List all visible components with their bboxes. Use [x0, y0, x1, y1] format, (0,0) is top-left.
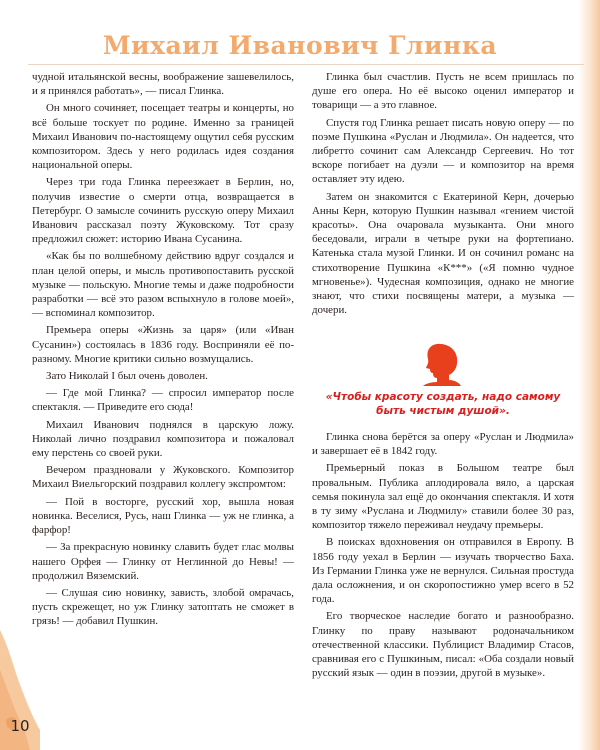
left-column	[32, 70, 294, 632]
pull-quote: «Чтобы красоту создать, надо самому быть чистым душой».	[325, 391, 561, 417]
paragraph: — Слушая сию новинку, зависть, злобой омрачась, пусть скрежещет, но уж Глинку затоптать не сможет в грязь! — добавил Пушкин.	[32, 586, 294, 628]
right-column-bottom	[312, 430, 574, 683]
paragraph: Затем он знакомится с Екатериной Керн, дочерью Анны Керн, которую Пушкин называл «гением чистой красоты». Она очаровала музыканта. Они много беседовали, играли в четыре руки на фортепиано. Катенька стала музой Глинки. И он сочинил романс на стихотворение Пушкина «К***» («Я помню чудное мгновенье»). Чудесная композиция, однако не многие знают, что стихи посвящены матери, а музыка — дочери.	[312, 190, 574, 317]
decorative-edge-right	[578, 0, 600, 750]
paragraph: Вечером праздновали у Жуковского. Композитор Михаил Виельгорский поздравил коллегу экспромтом:	[32, 464, 294, 491]
right-column-top	[312, 70, 574, 320]
profile-silhouette-icon	[423, 342, 461, 386]
page-title: Михаил Иванович Глинка	[102, 30, 498, 60]
paragraph: В поисках вдохновения он отправился в Европу. В 1856 году уехал в Берлин — изучать творчество Баха. Из Германии Глинка уже не вернулся. Сильная простуда дала осложнения, и он скоропостижно умер всего в 52 года.	[312, 536, 574, 606]
paragraph: — Где мой Глинка? — спросил император после спектакля. — Приведите его сюда!	[32, 387, 294, 414]
page-number: 10	[10, 717, 30, 735]
paragraph: Глинка снова берётся за оперу «Руслан и Людмила» и завершает её в 1842 году.	[312, 431, 574, 458]
paragraph: Через три года Глинка переезжает в Берлин, но, получив известие о смерти отца, возвращается в Петербург. О замысле сочинить русскую оперу Михаил Иванович рассказал поэту Жуковскому. Тот сразу предложил сюжет: историю Ивана Сусанина.	[32, 176, 294, 246]
paragraph: Премьерный показ в Большом театре был провальным. Публика аплодировала вяло, а царская семья покинула зал ещё до окончания спектакля. И хотя в ту зиму «Руслана и Людмилу» ставили более 30 раз, композитор тяжело переживал неудачу премьеры.	[312, 462, 574, 532]
quote-block	[312, 342, 574, 420]
paragraph: Михаил Иванович поднялся в царскую ложу. Николай лично поздравил композитора и пожаловал ему перстень со своей руки.	[32, 418, 294, 460]
paragraph: Зато Николай I был очень доволен.	[46, 370, 208, 383]
paragraph: Премьера оперы «Жизнь за царя» (или «Иван Сусанин») состоялась в 1836 году. Восприняли её по-разному. Многие критики сильно возмущались.	[32, 324, 294, 365]
paragraph: Он много сочиняет, посещает театры и концерты, но всё больше тоскует по родине. Именно за границей Михаил Иванович по-настоящему ощутил себя русским композитором. Здесь у него родилась идея создания национальной оперы.	[32, 102, 294, 172]
paragraph: — Пой в восторге, русский хор, вышла новая новинка. Веселися, Русь, наш Глинка — уж не глинка, а фарфор!	[32, 495, 294, 537]
paragraph: «Как бы по волшебному действию вдруг создался и план целой оперы, и мысль противопоставить русской музыке — польскую. Многие темы и даже подробности разработки — всё это разом вспыхнуло в голове моей», — вспоминал композитор.	[32, 250, 294, 320]
paragraph: Глинка был счастлив. Пусть не всем пришлась по душе его опера. Но её высоко оценил император и товарищи — а это главное.	[312, 71, 574, 112]
paragraph: — За прекрасную новинку славить будет глас молвы нашего Орфея — Глинку от Неглинной до Невы! — продолжил Вяземский.	[32, 541, 294, 582]
paragraph: чудной итальянской весны, воображение зашевелилось, и я принялся работать», — писал Глинка.	[32, 71, 294, 98]
paragraph: Спустя год Глинка решает писать новую оперу — по поэме Пушкина «Руслан и Людмила». Он надеется, что либретто сочинит сам Александр Сергеевич. Но тот вскоре погибает на дуэли — и композитор на время оставляет эту идею.	[312, 116, 574, 186]
paragraph: Его творческое наследие богато и разнообразно. Глинку по праву называют родоначальником отечественной классики. Публицист Владимир Стасов, сравнивая его с Пушкиным, писал: «Оба создали новый русский язык — один в поэзии, другой в музыке».	[312, 610, 574, 680]
title-divider	[28, 64, 584, 65]
